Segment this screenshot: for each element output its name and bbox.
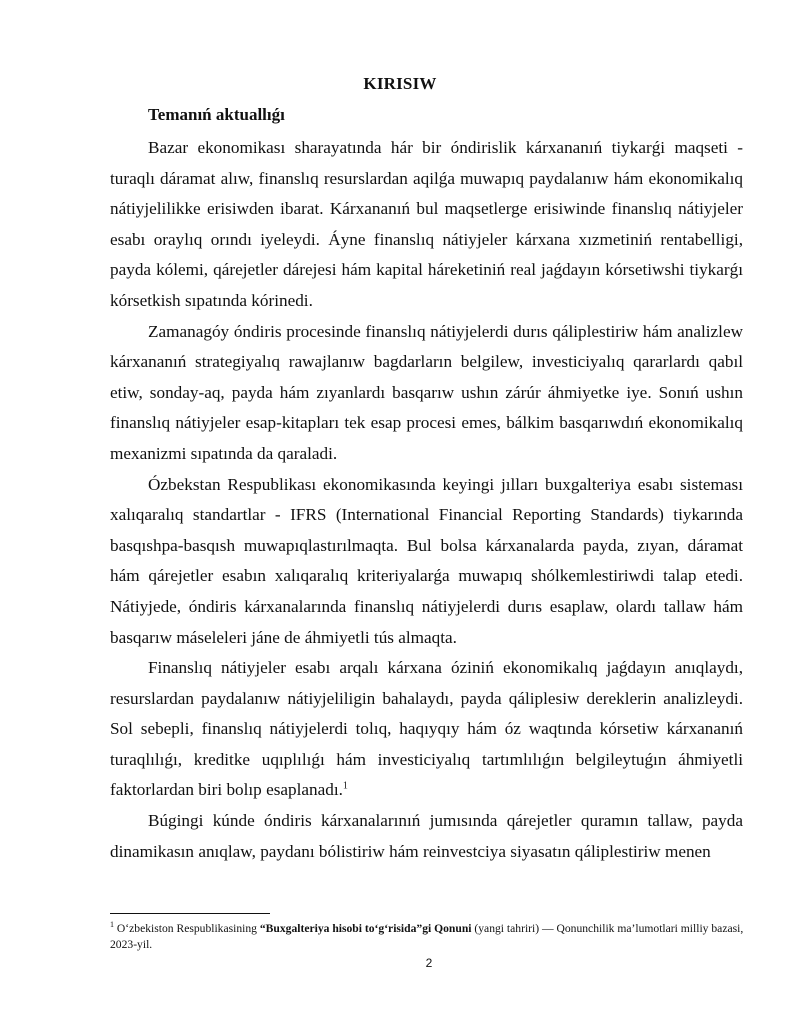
section-subtitle: Temanıń aktuallıǵı [148,105,285,124]
footnote [110,921,750,953]
footnote-separator [110,913,270,914]
paragraph-1: Bazar ekonomikası sharayatında hár bir óndirislik kárxananıń tiykarǵi maqseti - turaqlı dáramat alıw, finanslıq resurslardan aqilǵa muwapıq paydalanıw hám ekonomikalıq nátiyjelilikke erisiwden ibarat. Kárxananıń bul maqsetlerge erisiwinde finanslıq nátiyjeler esabı oraylıq orındı iyeleydi. Áyne finanslıq nátiyjeler kárxana xızmetiniń rentabelligi, payda kólemi, qárejetler dárejesi hám kapital háreketiniń real jaǵdayın kórsetiwshi tiykarǵı kórsetkish sıpatında kórinedi. [110,138,743,310]
paragraph-4 [110,653,743,806]
footnote-text-before: O‘zbekiston Respublikasining [114,922,260,935]
paragraph-4-text: Finanslıq nátiyjeler esabı arqalı kárxana óziniń ekonomikalıq jaǵdayın anıqlaydı, resurslardan paydalanıw nátiyjeliligin bahalaydı, payda qáliplesiw dereklerin analizleydi. Sol sebepli, finanslıq nátiyjelerdi tolıq, haqıyqıy hám óz waqtında kórsetiw kárxananıń turaqlılıǵı, kreditke uqıplılıǵı hám investiciyalıq tartımlılıǵın belgileytuǵın áhmiyetli faktorlardan biri bolıp esaplanadı. [110,658,743,800]
page-number: 2 [425,956,433,970]
body-text [110,133,743,867]
paragraph-5: Búgingi kúnde óndiris kárxanalarınıń jumısında qárejetler quramın tallaw, payda dinamikasın anıqlaw, paydanı bólistiriw hám reinvestciya siyasatın qáliplestiriw menen [110,811,743,861]
footnote-reference[interactable]: 1 [342,780,348,792]
footnote-text-after: (yangi tahriri) — Qonunchilik ma’lumotlari milliy bazasi, 2023-yil. [110,922,744,951]
footnote-marker: 1 [110,920,114,930]
paragraph-3: Ózbekstan Respublikası ekonomikasında keyingi jılları buxgalteriya esabı sisteması xalıqaralıq standartlar - IFRS (International Financial Reporting Standards) tiykarında basqıshpa-basqısh muwapıqlastırılmaqta. Bul bolsa kárxanalarda payda, zıyan, dáramat hám qárejetler esabın xalıqaralıq kriteriyalarǵa muwapıq shólkemlestiriwdi talap etedi. Nátiyjede, óndiris kárxanalarında finanslıq nátiyjelerdi durıs esaplaw, olardı tallaw hám basqarıw máseleleri jáne de áhmiyetli tús almaqta. [110,474,743,647]
page-title: KIRISIW [363,74,437,93]
paragraph-2: Zamanagóy óndiris procesinde finanslıq nátiyjelerdi durıs qáliplestiriw hám analizlew kárxananıń strategiyalıq rawajlanıw bagdarların belgilew, investiciyalıq qararlardı qabıl etiw, sonday-aq, payda hám zıyanlardı basqarıw ushın zárúr áhmiyetke iye. Sonıń ushın finanslıq nátiyjeler esap-kitapları tek esap procesi emes, bálkim basqarıwdıń ekonomikalıq mexanizmi sıpatında da qaraladi. [110,321,743,463]
footnote-law-title: “Buxgalteriya hisobi to‘g‘risida”gi Qonuni [259,922,472,935]
